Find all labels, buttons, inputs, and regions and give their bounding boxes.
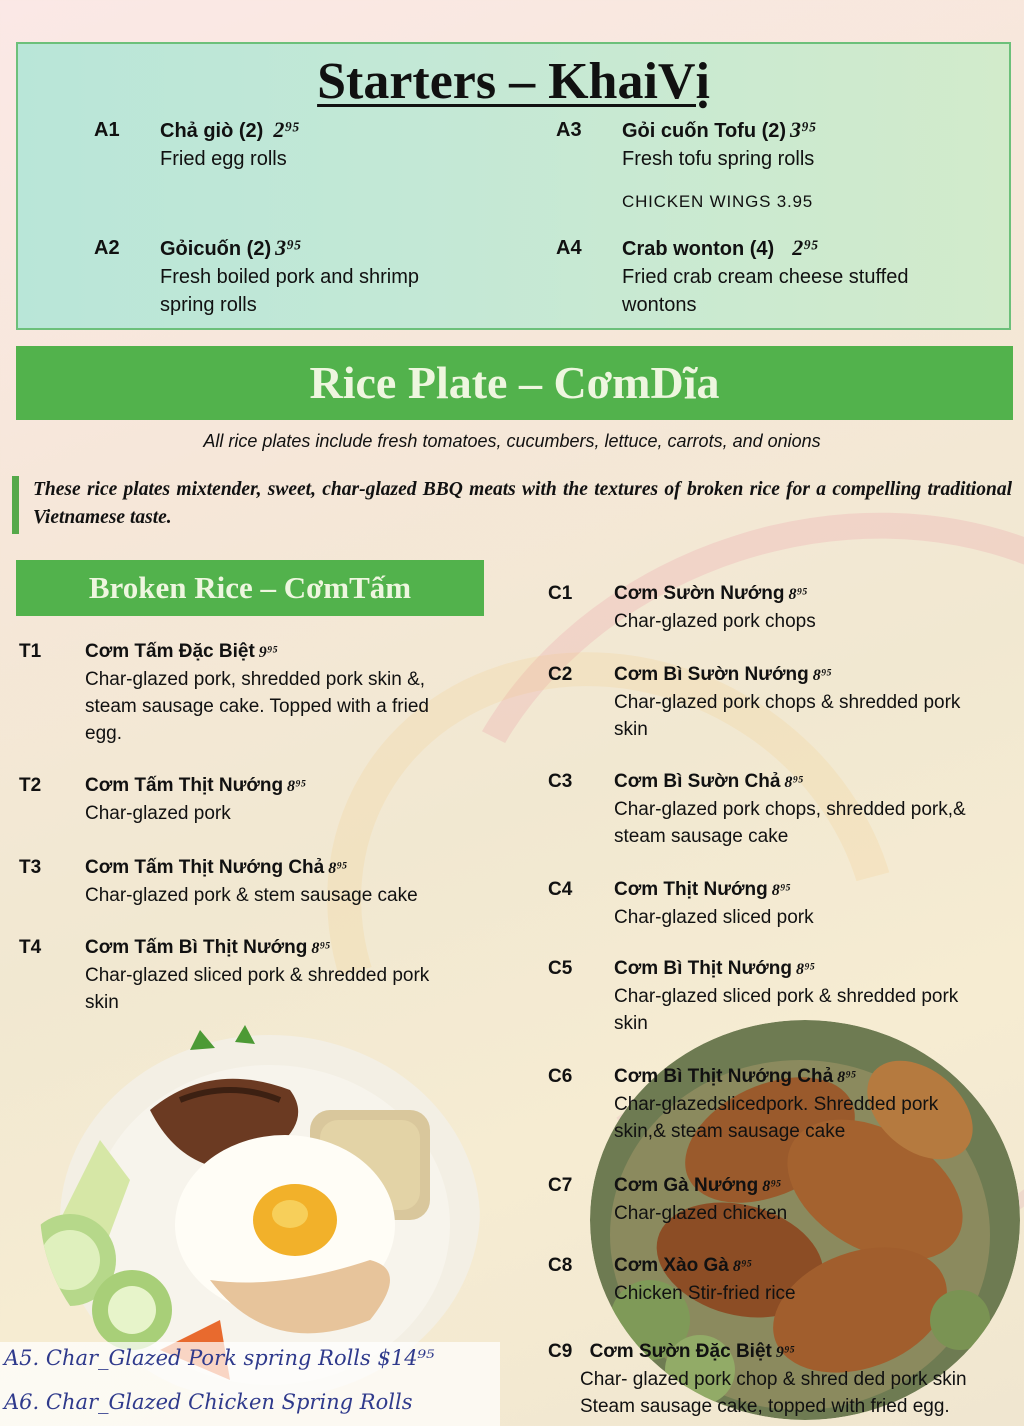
- item-price: 8⁹⁵: [812, 667, 832, 684]
- item-description: Fried crab cream cheese stuffed wontons: [622, 266, 909, 316]
- item-code: A4: [556, 237, 582, 259]
- item-description: Char-glazed pork chops, shredded pork,& steam sausage cake: [614, 799, 966, 847]
- item-name: Cơm Bì Thịt Nướng Chả: [614, 1066, 834, 1087]
- item-code: C2: [548, 664, 573, 685]
- item-description: Char-glazed pork chops: [614, 611, 816, 632]
- item-code: T4: [19, 937, 42, 958]
- item-description: Char-glazed sliced pork & shredded pork skin: [614, 986, 959, 1034]
- handwritten-line: A6. Char_Glazed Chicken Spring Rolls: [4, 1390, 413, 1414]
- item-code: A2: [94, 237, 120, 259]
- item-name: Cơm Thịt Nướng: [614, 879, 768, 900]
- item-price: 8⁹⁵: [311, 940, 331, 957]
- item-price: 8⁹⁵: [762, 1178, 782, 1195]
- item-price: 9⁹⁵: [775, 1344, 795, 1361]
- item-price: 8⁹⁵: [795, 961, 816, 978]
- item-name: Chả giò (2): [160, 120, 264, 142]
- item-price: 8⁹⁵: [788, 586, 808, 603]
- handwritten-notes: [0, 1342, 500, 1426]
- item-code: C4: [548, 879, 573, 900]
- broken-rice-banner: Broken Rice – CơmTấm: [16, 560, 484, 616]
- item-price: 8⁹⁵: [771, 882, 791, 899]
- item-name: Cơm Bì Thịt Nướng: [614, 958, 792, 979]
- item-code: T1: [19, 641, 42, 662]
- item-price: 9⁹⁵: [258, 644, 278, 661]
- item-code: A1: [94, 119, 120, 141]
- rice-plate-description: These rice plates mixtender, sweet, char-glazed BBQ meats with the textures of broken rice for a compelling traditional Vietnamese taste.: [12, 476, 1012, 534]
- item-name: Cơm Tấm Thịt Nướng Chả: [85, 857, 325, 878]
- item-description: Fresh tofu spring rolls: [622, 148, 815, 170]
- chicken-wings-note: CHICKEN WINGS 3.95: [622, 192, 814, 211]
- item-name: Cơm Gà Nướng: [614, 1175, 759, 1196]
- item-name: Cơm Sườn Nướng: [614, 583, 785, 604]
- item-price: 8⁹⁵: [732, 1258, 752, 1275]
- item-code: C3: [548, 771, 573, 792]
- item-description: Chicken Stir-fried rice: [614, 1283, 796, 1304]
- item-description: Char-glazed sliced pork & shredded pork skin: [85, 965, 430, 1013]
- item-price: 8⁹⁵: [328, 860, 348, 877]
- item-description: Fresh boiled pork and shrimp spring rolls: [160, 266, 420, 316]
- item-code: T2: [19, 775, 42, 796]
- item-name: Gỏi cuốn Tofu (2): [622, 120, 787, 142]
- item-code: C6: [548, 1066, 573, 1087]
- item-price: 3⁹⁵: [790, 117, 817, 142]
- item-description: Char-glazed pork, shredded pork skin &, steam sausage cake. Topped with a fried egg.: [85, 669, 429, 744]
- item-name: Cơm Tấm Thịt Nướng: [85, 775, 284, 796]
- item-description: Char-glazed pork & stem sausage cake: [85, 885, 418, 906]
- item-price: 2⁹⁵: [273, 117, 300, 142]
- item-code: C5: [548, 958, 573, 979]
- item-description: Char-glazed chicken: [614, 1203, 788, 1224]
- item-price: 8⁹⁵: [837, 1069, 857, 1086]
- item-description: Char-glazed pork: [85, 803, 231, 824]
- item-price: 3⁹⁵: [275, 235, 302, 260]
- handwritten-line: A5. Char_Glazed Pork spring Rolls $14⁹⁵: [4, 1346, 435, 1370]
- item-code: C8: [548, 1255, 573, 1276]
- starters-title: Starters – KhaiVị: [317, 53, 710, 110]
- item-code: C9: [548, 1341, 573, 1362]
- item-code: T3: [19, 857, 42, 878]
- item-name: Cơm Tấm Bì Thịt Nướng: [85, 937, 308, 958]
- item-code: A3: [556, 119, 582, 141]
- item-price: 2⁹⁵: [792, 235, 819, 260]
- rice-plate-note: All rice plates include fresh tomatoes, cucumbers, lettuce, carrots, and onions: [203, 431, 821, 451]
- item-name: Cơm Bì Sườn Chả: [614, 771, 781, 792]
- item-name: Gỏicuốn (2): [160, 238, 272, 260]
- item-description: Steam sausage cake, topped with fried egg.: [580, 1396, 950, 1417]
- item-name: Cơm Sườn Đặc Biệt: [589, 1341, 772, 1362]
- menu-item-c9: [548, 1338, 1018, 1420]
- item-description: Char-glazed pork chops & shredded pork skin: [614, 692, 961, 740]
- item-code: C1: [548, 583, 573, 604]
- item-description: Char-glazed sliced pork: [614, 907, 814, 928]
- item-description: Char-glazedslicedpork. Shredded pork skin,& steam sausage cake: [614, 1094, 939, 1142]
- item-price: 8⁹⁵: [287, 778, 307, 795]
- item-name: Cơm Tấm Đặc Biệt: [85, 641, 255, 662]
- item-name: Cơm Bì Sườn Nướng: [614, 664, 809, 685]
- item-name: Crab wonton (4): [622, 238, 775, 260]
- item-code: C7: [548, 1175, 573, 1196]
- starters-section: [16, 42, 1011, 330]
- item-price: 8⁹⁵: [784, 774, 804, 791]
- item-name: Cơm Xào Gà: [614, 1255, 729, 1276]
- item-description: Fried egg rolls: [160, 148, 287, 170]
- rice-plate-banner: Rice Plate – CơmDĩa: [16, 346, 1013, 420]
- item-description: Char- glazed pork chop & shred ded pork skin: [580, 1369, 967, 1390]
